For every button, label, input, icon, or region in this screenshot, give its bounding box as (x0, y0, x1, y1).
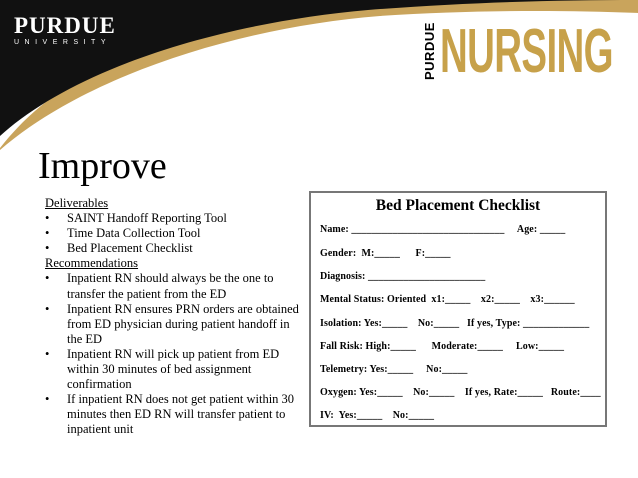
checklist-row-mental-status: Mental Status: Oriented x1:_____ x2:_____ x3:______ (320, 294, 575, 305)
list-item: • Inpatient RN should always be the one to transfer the patient from the ED (45, 271, 305, 301)
list-item: • Time Data Collection Tool (45, 226, 305, 241)
checklist-row-isolation: Isolation: Yes:_____ No:_____ If yes, Type: _____________ (320, 318, 590, 329)
nursing-logo-prefix: PURDUE (422, 22, 437, 80)
checklist-row-gender: Gender: M:_____ F:_____ (320, 248, 451, 259)
bed-placement-checklist-form (309, 191, 607, 427)
checklist-row-diagnosis: Diagnosis: _______________________ (320, 271, 486, 282)
deliverables-list (45, 211, 305, 256)
slide-content (45, 196, 305, 438)
list-item: • If inpatient RN does not get patient within 30 minutes then ED RN will transfer patient to inpatient unit (45, 392, 305, 437)
checklist-row-telemetry: Telemetry: Yes:_____ No:_____ (320, 364, 468, 375)
checklist-row-fall-risk: Fall Risk: High:_____ Moderate:_____ Low:_____ (320, 341, 565, 352)
checklist-row-iv: IV: Yes:_____ No:_____ (320, 410, 435, 421)
checklist-title: Bed Placement Checklist (375, 197, 541, 214)
nursing-logo-word: NURSING (440, 17, 613, 86)
deliverables-heading: Deliverables (45, 196, 109, 210)
list-item: • Inpatient RN will pick up patient from ED within 30 minutes of bed assignment confirmation (45, 347, 305, 392)
slide-title: Improve (38, 145, 167, 187)
list-item: • Inpatient RN ensures PRN orders are obtained from ED physician during patient handoff in the ED (45, 302, 305, 347)
recommendations-list (45, 271, 305, 437)
recommendations-heading: Recommendations (45, 256, 139, 271)
purdue-logo-subtitle: UNIVERSITY (14, 39, 112, 46)
purdue-university-logo (14, 14, 116, 46)
list-item: • Bed Placement Checklist (45, 241, 305, 256)
list-item: • SAINT Handoff Reporting Tool (45, 211, 305, 226)
purdue-logo-name: PURDUE (14, 13, 116, 38)
checklist-row-name-age: Name: ______________________________ Age: _____ (320, 224, 566, 235)
checklist-row-oxygen: Oxygen: Yes:_____ No:_____ If yes, Rate:_____ Route:____ (320, 387, 601, 398)
